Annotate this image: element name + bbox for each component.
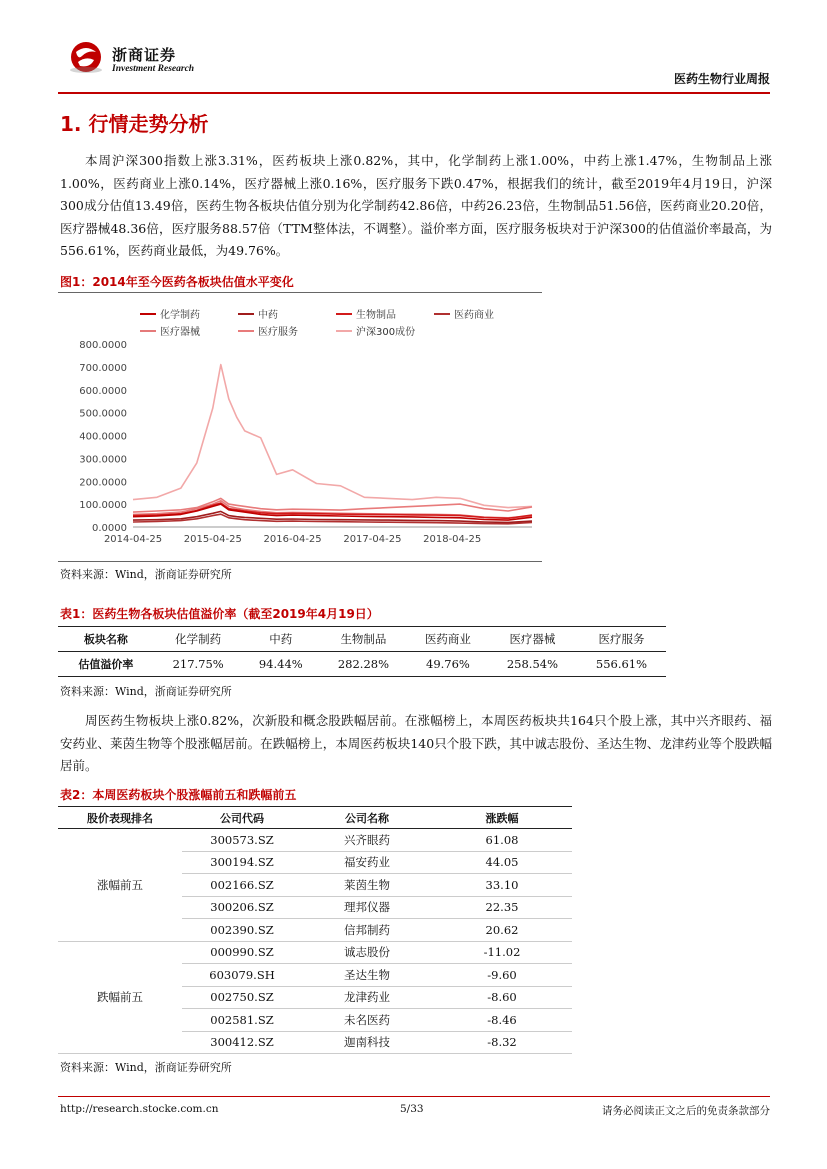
stock-change: 44.05 bbox=[432, 851, 572, 874]
x-tick-label: 2014-04-25 bbox=[103, 534, 163, 545]
stock-code: 000990.SZ bbox=[182, 941, 302, 964]
table-cell: 217.75% bbox=[172, 657, 224, 671]
x-tick-label: 2016-04-25 bbox=[263, 534, 322, 545]
table-cell: 49.76% bbox=[426, 657, 470, 671]
legend-label: 中药 bbox=[258, 310, 278, 321]
table-header-cell: 股价表现排名 bbox=[58, 807, 182, 829]
logo-text-cn: 浙商证券 bbox=[112, 46, 177, 64]
x-tick-label: 2015-04-25 bbox=[183, 534, 242, 545]
table-header-row bbox=[58, 807, 572, 829]
footer-url[interactable]: http://research.stocke.com.cn bbox=[60, 1103, 219, 1115]
table-cell: 258.54% bbox=[506, 657, 559, 671]
y-tick-label: 0.0000 bbox=[92, 523, 127, 534]
section-title: 1. 行情走势分析 bbox=[60, 112, 209, 136]
table-cell: 生物制品 bbox=[319, 627, 408, 652]
x-tick-label: 2017-04-25 bbox=[343, 534, 402, 545]
table-row bbox=[58, 941, 572, 964]
stock-change: 20.62 bbox=[432, 919, 572, 942]
figure-top-rule bbox=[58, 292, 542, 293]
stock-code: 300194.SZ bbox=[182, 851, 302, 874]
stock-name: 兴齐眼药 bbox=[302, 829, 432, 852]
stock-name: 圣达生物 bbox=[302, 964, 432, 987]
group-label-up: 涨幅前五 bbox=[58, 829, 182, 942]
stock-code: 002581.SZ bbox=[182, 1009, 302, 1032]
stock-code: 300412.SZ bbox=[182, 1031, 302, 1054]
legend-label: 生物制品 bbox=[356, 310, 396, 321]
x-tick-label: 2018-04-25 bbox=[423, 534, 482, 545]
table-cell: 化学制药 bbox=[154, 627, 243, 652]
table-cell: 医疗服务 bbox=[577, 627, 666, 652]
table-cell: 556.61% bbox=[595, 657, 648, 671]
y-tick-label: 200.0000 bbox=[79, 477, 127, 489]
valuation-line-chart bbox=[58, 294, 542, 560]
y-tick-label: 300.0000 bbox=[79, 454, 127, 466]
y-tick-label: 800.0000 bbox=[79, 340, 127, 351]
table-header-cell: 板块名称 bbox=[58, 627, 154, 652]
table-header-cell: 公司名称 bbox=[302, 807, 432, 829]
y-tick-label: 400.0000 bbox=[79, 431, 127, 443]
stock-code: 002390.SZ bbox=[182, 919, 302, 942]
legend-label: 沪深300成份 bbox=[356, 327, 416, 338]
premium-table bbox=[58, 626, 666, 677]
legend-label: 医药商业 bbox=[454, 310, 494, 321]
footer-divider bbox=[58, 1096, 770, 1097]
table-row bbox=[58, 829, 572, 852]
table-cell: 94.44% bbox=[258, 657, 303, 671]
table2-title: 表2：本周医药板块个股涨幅前五和跌幅前五 bbox=[60, 788, 297, 802]
stock-name: 莱茵生物 bbox=[302, 874, 432, 897]
movers-table bbox=[58, 806, 572, 1054]
stock-change: -8.32 bbox=[432, 1031, 572, 1054]
table-row bbox=[58, 627, 666, 652]
paragraph-2 bbox=[60, 710, 772, 778]
y-tick-label: 500.0000 bbox=[79, 408, 127, 420]
table-row bbox=[58, 652, 666, 677]
stock-change: -9.60 bbox=[432, 964, 572, 987]
stock-code: 603079.SH bbox=[182, 964, 302, 987]
paragraph-1-text: 本周沪深300指数上涨3.31%，医药板块上涨0.82%，其中，化学制药上涨1.00%，中药上涨1.47%，生物制品上涨1.00%，医药商业上涨0.14%，医疗器械上涨0.16%，医疗服务下跌0.47%，根据我们的统计，截至2019年4月19日，沪深300成分估值13.49倍，医药生物各板块估值分别为化学制药42.86倍，中药26.23倍，生物制品51.56倍，医药商业20.20倍，医疗器械48.36倍，医疗服务88.57倍（TTM整体法，不调整）。溢价率方面，医疗服务板块对于沪深300的估值溢价率最高，为556.61%，医药商业最低，为49.76%。 bbox=[60, 153, 772, 258]
figure-bottom-rule bbox=[58, 561, 542, 562]
legend-label: 医疗器械 bbox=[160, 327, 200, 338]
group-label-down: 跌幅前五 bbox=[58, 941, 182, 1054]
stock-name: 福安药业 bbox=[302, 851, 432, 874]
paragraph-1 bbox=[60, 150, 772, 263]
stock-change: 22.35 bbox=[432, 896, 572, 919]
stock-name: 诚志股份 bbox=[302, 941, 432, 964]
figure-source: 资料来源：Wind，浙商证券研究所 bbox=[60, 568, 232, 581]
y-tick-label: 600.0000 bbox=[79, 385, 127, 397]
y-tick-label: 700.0000 bbox=[79, 362, 127, 374]
stock-change: -8.60 bbox=[432, 986, 572, 1009]
table-cell: 中药 bbox=[243, 627, 319, 652]
table-header-cell: 公司代码 bbox=[182, 807, 302, 829]
stock-name: 迦南科技 bbox=[302, 1031, 432, 1054]
stock-name: 理邦仪器 bbox=[302, 896, 432, 919]
stock-code: 300206.SZ bbox=[182, 896, 302, 919]
report-title: 医药生物行业周报 bbox=[673, 72, 770, 86]
header-divider bbox=[58, 92, 770, 94]
legend-label: 医疗服务 bbox=[258, 327, 298, 338]
stock-code: 002166.SZ bbox=[182, 874, 302, 897]
stock-name: 龙津药业 bbox=[302, 986, 432, 1009]
stock-change: -11.02 bbox=[432, 941, 572, 964]
y-tick-label: 100.0000 bbox=[79, 500, 127, 512]
table-header-cell: 估值溢价率 bbox=[78, 658, 134, 671]
legend-label: 化学制药 bbox=[160, 310, 200, 321]
paragraph-2-text: 周医药生物板块上涨0.82%，次新股和概念股跌幅居前。在涨幅榜上，本周医药板块共164只个股上涨，其中兴齐眼药、福安药业、莱茵生物等个股涨幅居前。在跌幅榜上，本周医药板块140只个股下跌，其中诚志股份、圣达生物、龙津药业等个股跌幅居前。 bbox=[60, 713, 772, 773]
figure-title: 图1：2014年至今医药各板块估值水平变化 bbox=[60, 275, 294, 289]
table-cell: 医疗器械 bbox=[488, 627, 577, 652]
table-header-cell: 涨跌幅 bbox=[432, 807, 572, 829]
table1-title: 表1：医药生物各板块估值溢价率（截至2019年4月19日） bbox=[60, 607, 379, 621]
stock-change: 61.08 bbox=[432, 829, 572, 852]
stock-change: -8.46 bbox=[432, 1009, 572, 1032]
stock-name: 未名医药 bbox=[302, 1009, 432, 1032]
table2-source: 资料来源：Wind，浙商证券研究所 bbox=[60, 1061, 232, 1074]
series-line bbox=[133, 365, 532, 508]
table-cell: 医药商业 bbox=[408, 627, 488, 652]
table1-source: 资料来源：Wind，浙商证券研究所 bbox=[60, 685, 232, 698]
logo-icon bbox=[66, 40, 106, 74]
table-cell: 282.28% bbox=[337, 657, 390, 671]
page-number: 5/33 bbox=[400, 1103, 424, 1115]
footer-disclaimer: 请务必阅读正文之后的免责条款部分 bbox=[602, 1105, 770, 1117]
logo-text-en: Investment Research bbox=[112, 64, 195, 74]
stock-code: 300573.SZ bbox=[182, 829, 302, 852]
stock-name: 信邦制药 bbox=[302, 919, 432, 942]
stock-code: 002750.SZ bbox=[182, 986, 302, 1009]
stock-change: 33.10 bbox=[432, 874, 572, 897]
